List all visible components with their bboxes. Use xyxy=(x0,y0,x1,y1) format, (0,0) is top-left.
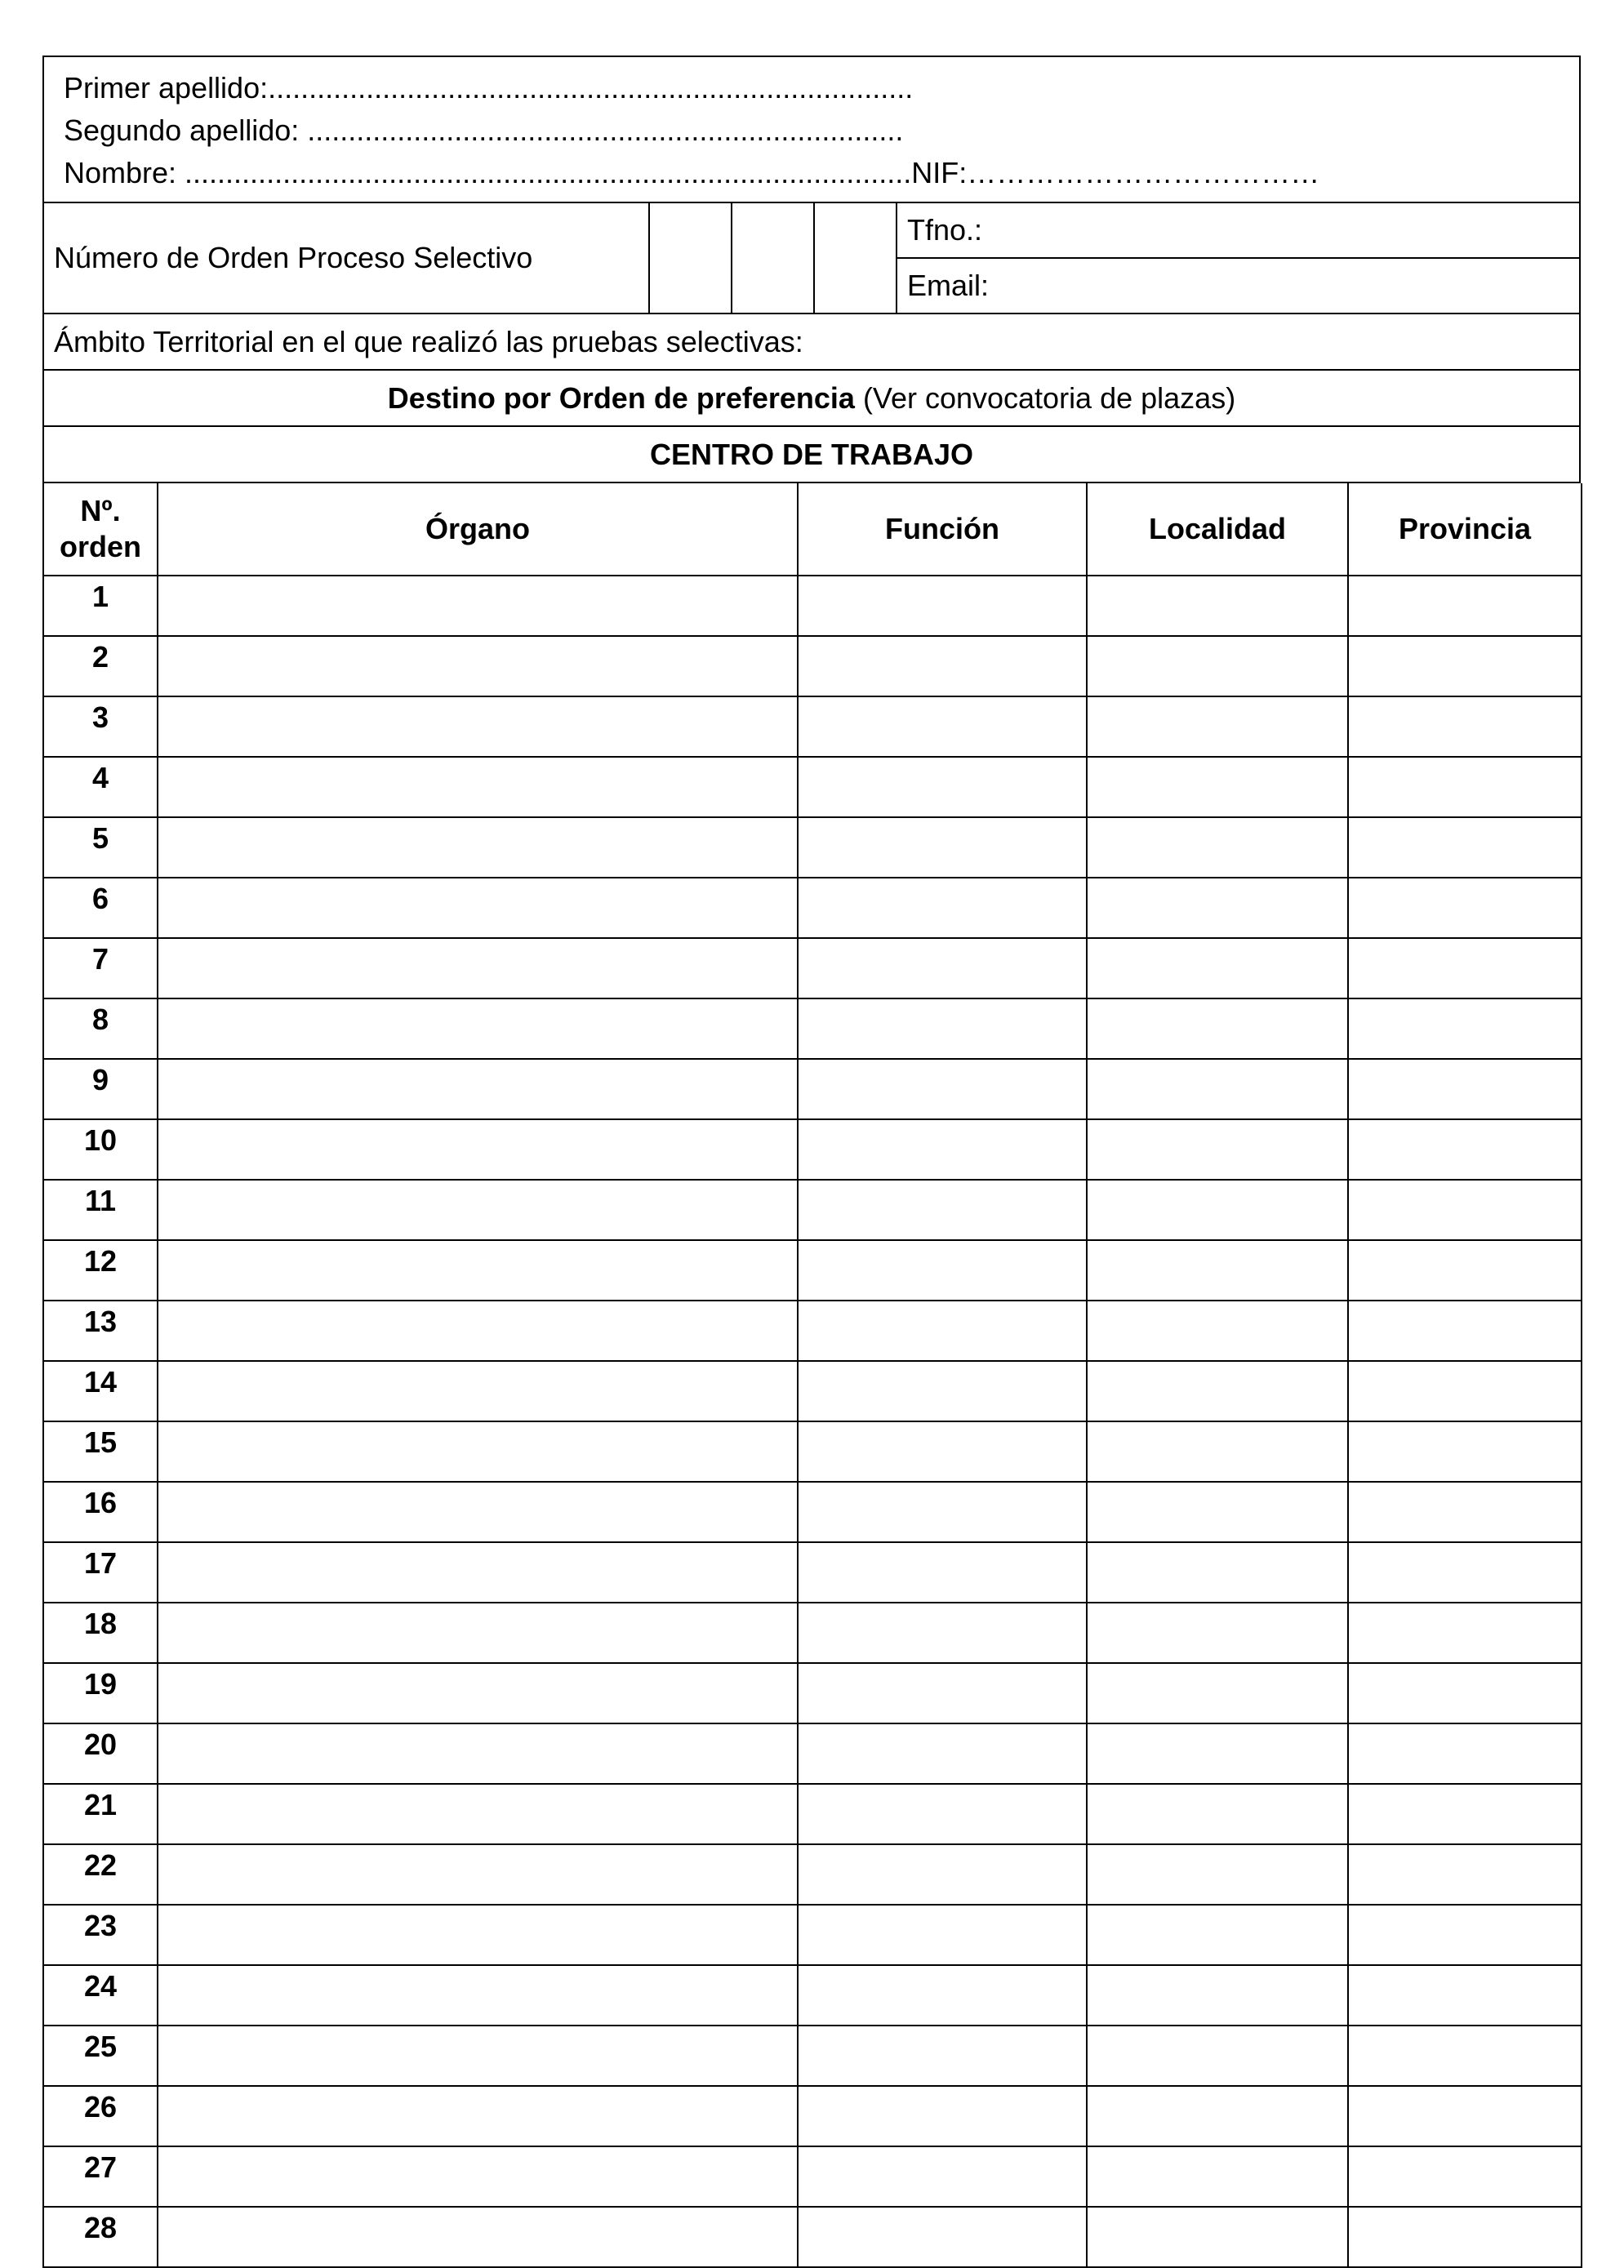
provincia-cell[interactable] xyxy=(1348,636,1582,696)
provincia-cell[interactable] xyxy=(1348,1784,1582,1844)
organo-cell[interactable] xyxy=(158,1482,798,1542)
organo-cell[interactable] xyxy=(158,878,798,938)
provincia-cell[interactable] xyxy=(1348,817,1582,878)
table-row xyxy=(43,1482,1582,1542)
table-row xyxy=(43,1784,1582,1844)
destino-heading-bold: Destino por Orden de preferencia xyxy=(387,380,855,415)
row-number: 16 xyxy=(43,1482,158,1542)
localidad-cell[interactable] xyxy=(1087,1784,1348,1844)
provincia-cell[interactable] xyxy=(1348,1119,1582,1180)
funcion-cell[interactable] xyxy=(798,696,1087,757)
provincia-cell[interactable] xyxy=(1348,998,1582,1059)
organo-cell[interactable] xyxy=(158,1603,798,1663)
order-number-label: Número de Orden Proceso Selectivo xyxy=(44,203,650,313)
localidad-cell[interactable] xyxy=(1087,878,1348,938)
organo-cell[interactable] xyxy=(158,938,798,998)
table-row xyxy=(43,1844,1582,1905)
organo-cell[interactable] xyxy=(158,1240,798,1301)
row-number: 11 xyxy=(43,1180,158,1240)
table-row xyxy=(43,2207,1582,2267)
provincia-cell[interactable] xyxy=(1348,1663,1582,1723)
table-row xyxy=(43,817,1582,878)
organo-cell[interactable] xyxy=(158,636,798,696)
destino-heading xyxy=(42,371,1581,427)
localidad-cell[interactable] xyxy=(1087,817,1348,878)
row-number: 5 xyxy=(43,817,158,878)
organo-cell[interactable] xyxy=(158,1180,798,1240)
table-row xyxy=(43,1301,1582,1361)
provincia-cell[interactable] xyxy=(1348,1482,1582,1542)
row-number: 28 xyxy=(43,2207,158,2267)
funcion-cell[interactable] xyxy=(798,1180,1087,1240)
table-row xyxy=(43,1240,1582,1301)
organo-cell[interactable] xyxy=(158,998,798,1059)
localidad-cell[interactable] xyxy=(1087,636,1348,696)
localidad-cell[interactable] xyxy=(1087,2086,1348,2146)
table-row xyxy=(43,2146,1582,2207)
table-row xyxy=(43,1965,1582,2026)
row-number: 15 xyxy=(43,1421,158,1482)
application-form xyxy=(42,56,1581,2268)
localidad-cell[interactable] xyxy=(1087,1180,1348,1240)
row-number: 18 xyxy=(43,1603,158,1663)
row-number: 3 xyxy=(43,696,158,757)
provincia-cell[interactable] xyxy=(1348,1240,1582,1301)
localidad-cell[interactable] xyxy=(1087,1542,1348,1603)
funcion-cell[interactable] xyxy=(798,2026,1087,2086)
row-number: 1 xyxy=(43,576,158,636)
table-row xyxy=(43,2086,1582,2146)
funcion-cell[interactable] xyxy=(798,1361,1087,1421)
funcion-cell[interactable] xyxy=(798,757,1087,817)
table-row xyxy=(43,1421,1582,1482)
organo-cell[interactable] xyxy=(158,1663,798,1723)
provincia-cell[interactable] xyxy=(1348,1180,1582,1240)
header-localidad: Localidad xyxy=(1087,483,1348,576)
organo-cell[interactable] xyxy=(158,1723,798,1784)
provincia-cell[interactable] xyxy=(1348,1361,1582,1421)
table-row xyxy=(43,757,1582,817)
row-number: 17 xyxy=(43,1542,158,1603)
localidad-cell[interactable] xyxy=(1087,757,1348,817)
row-number: 26 xyxy=(43,2086,158,2146)
funcion-cell[interactable] xyxy=(798,576,1087,636)
organo-cell[interactable] xyxy=(158,1119,798,1180)
funcion-cell[interactable] xyxy=(798,1119,1087,1180)
organo-cell[interactable] xyxy=(158,2086,798,2146)
row-number: 19 xyxy=(43,1663,158,1723)
organo-cell[interactable] xyxy=(158,1361,798,1421)
localidad-cell[interactable] xyxy=(1087,2146,1348,2207)
personal-data-section xyxy=(42,56,1581,203)
provincia-cell[interactable] xyxy=(1348,1723,1582,1784)
provincia-cell[interactable] xyxy=(1348,1965,1582,2026)
funcion-cell[interactable] xyxy=(798,817,1087,878)
funcion-cell[interactable] xyxy=(798,1723,1087,1784)
funcion-cell[interactable] xyxy=(798,1965,1087,2026)
table-row xyxy=(43,1119,1582,1180)
localidad-cell[interactable] xyxy=(1087,1240,1348,1301)
row-number: 9 xyxy=(43,1059,158,1119)
row-number: 4 xyxy=(43,757,158,817)
table-row xyxy=(43,938,1582,998)
table-header-row xyxy=(43,483,1582,576)
localidad-cell[interactable] xyxy=(1087,1301,1348,1361)
localidad-cell[interactable] xyxy=(1087,696,1348,757)
provincia-cell[interactable] xyxy=(1348,2026,1582,2086)
localidad-cell[interactable] xyxy=(1087,1965,1348,2026)
funcion-cell[interactable] xyxy=(798,1301,1087,1361)
row-number: 2 xyxy=(43,636,158,696)
funcion-cell[interactable] xyxy=(798,1542,1087,1603)
table-row xyxy=(43,1603,1582,1663)
destino-heading-note: (Ver convocatoria de plazas) xyxy=(854,380,1236,415)
localidad-cell[interactable] xyxy=(1087,938,1348,998)
table-row xyxy=(43,1361,1582,1421)
organo-cell[interactable] xyxy=(158,1301,798,1361)
provincia-cell[interactable] xyxy=(1348,1421,1582,1482)
funcion-cell[interactable] xyxy=(798,1482,1087,1542)
funcion-cell[interactable] xyxy=(798,1059,1087,1119)
table-body xyxy=(43,576,1582,2267)
provincia-cell[interactable] xyxy=(1348,696,1582,757)
table-row xyxy=(43,636,1582,696)
localidad-cell[interactable] xyxy=(1087,1421,1348,1482)
provincia-cell[interactable] xyxy=(1348,938,1582,998)
provincia-cell[interactable] xyxy=(1348,576,1582,636)
funcion-cell[interactable] xyxy=(798,2086,1087,2146)
row-number: 20 xyxy=(43,1723,158,1784)
row-number: 6 xyxy=(43,878,158,938)
row-number: 27 xyxy=(43,2146,158,2207)
localidad-cell[interactable] xyxy=(1087,2207,1348,2267)
primer-apellido-field[interactable]: Primer apellido:............................................................................... xyxy=(64,71,914,105)
order-digit-box-2[interactable] xyxy=(732,203,815,313)
organo-cell[interactable] xyxy=(158,1542,798,1603)
localidad-cell[interactable] xyxy=(1087,1361,1348,1421)
organo-cell[interactable] xyxy=(158,817,798,878)
funcion-cell[interactable] xyxy=(798,1844,1087,1905)
provincia-cell[interactable] xyxy=(1348,2146,1582,2207)
organo-cell[interactable] xyxy=(158,576,798,636)
funcion-cell[interactable] xyxy=(798,2146,1087,2207)
organo-cell[interactable] xyxy=(158,1844,798,1905)
organo-cell[interactable] xyxy=(158,757,798,817)
row-number: 21 xyxy=(43,1784,158,1844)
provincia-cell[interactable] xyxy=(1348,2086,1582,2146)
localidad-cell[interactable] xyxy=(1087,1663,1348,1723)
row-number: 23 xyxy=(43,1905,158,1965)
organo-cell[interactable] xyxy=(158,696,798,757)
provincia-cell[interactable] xyxy=(1348,1844,1582,1905)
table-row xyxy=(43,1905,1582,1965)
email-field[interactable]: Email: xyxy=(897,257,1579,313)
funcion-cell[interactable] xyxy=(798,2207,1087,2267)
table-row xyxy=(43,878,1582,938)
contact-fields xyxy=(897,203,1579,313)
localidad-cell[interactable] xyxy=(1087,1603,1348,1663)
funcion-cell[interactable] xyxy=(798,636,1087,696)
row-number: 22 xyxy=(43,1844,158,1905)
organo-cell[interactable] xyxy=(158,2207,798,2267)
localidad-cell[interactable] xyxy=(1087,1119,1348,1180)
nombre-nif-field[interactable]: Nombre: .........................................................................................NIF:……………………………… xyxy=(64,156,1320,189)
funcion-cell[interactable] xyxy=(798,998,1087,1059)
row-number: 13 xyxy=(43,1301,158,1361)
provincia-cell[interactable] xyxy=(1348,1905,1582,1965)
row-number: 25 xyxy=(43,2026,158,2086)
header-provincia: Provincia xyxy=(1348,483,1582,576)
table-row xyxy=(43,1180,1582,1240)
row-number: 8 xyxy=(43,998,158,1059)
organo-cell[interactable] xyxy=(158,1905,798,1965)
provincia-cell[interactable] xyxy=(1348,1301,1582,1361)
localidad-cell[interactable] xyxy=(1087,1723,1348,1784)
preferences-table xyxy=(42,483,1582,2268)
organo-cell[interactable] xyxy=(158,1784,798,1844)
provincia-cell[interactable] xyxy=(1348,1603,1582,1663)
organo-cell[interactable] xyxy=(158,2026,798,2086)
provincia-cell[interactable] xyxy=(1348,878,1582,938)
provincia-cell[interactable] xyxy=(1348,1059,1582,1119)
order-digit-box-3[interactable] xyxy=(815,203,897,313)
row-number: 24 xyxy=(43,1965,158,2026)
funcion-cell[interactable] xyxy=(798,1240,1087,1301)
funcion-cell[interactable] xyxy=(798,1603,1087,1663)
funcion-cell[interactable] xyxy=(798,1905,1087,1965)
ambito-territorial-field[interactable]: Ámbito Territorial en el que realizó las pruebas selectivas: xyxy=(42,314,1581,371)
organo-cell[interactable] xyxy=(158,1059,798,1119)
localidad-cell[interactable] xyxy=(1087,1844,1348,1905)
table-row xyxy=(43,1723,1582,1784)
table-row xyxy=(43,576,1582,636)
order-digit-box-1[interactable] xyxy=(650,203,732,313)
provincia-cell[interactable] xyxy=(1348,757,1582,817)
header-organo: Órgano xyxy=(158,483,798,576)
centro-trabajo-title: CENTRO DE TRABAJO xyxy=(42,427,1581,483)
row-number: 14 xyxy=(43,1361,158,1421)
organo-cell[interactable] xyxy=(158,1421,798,1482)
table-row xyxy=(43,1542,1582,1603)
organo-cell[interactable] xyxy=(158,1965,798,2026)
provincia-cell[interactable] xyxy=(1348,2207,1582,2267)
row-number: 7 xyxy=(43,938,158,998)
segundo-apellido-field[interactable]: Segundo apellido: ......................................................................... xyxy=(64,113,904,147)
organo-cell[interactable] xyxy=(158,2146,798,2207)
order-number-row xyxy=(42,203,1581,314)
localidad-cell[interactable] xyxy=(1087,1482,1348,1542)
funcion-cell[interactable] xyxy=(798,1663,1087,1723)
funcion-cell[interactable] xyxy=(798,1421,1087,1482)
row-number: 10 xyxy=(43,1119,158,1180)
table-row xyxy=(43,1059,1582,1119)
table-row xyxy=(43,2026,1582,2086)
localidad-cell[interactable] xyxy=(1087,1059,1348,1119)
header-num-line2: orden xyxy=(59,530,141,563)
localidad-cell[interactable] xyxy=(1087,998,1348,1059)
header-num-orden xyxy=(43,483,158,576)
table-row xyxy=(43,998,1582,1059)
localidad-cell[interactable] xyxy=(1087,576,1348,636)
phone-field[interactable]: Tfno.: xyxy=(907,213,983,247)
localidad-cell[interactable] xyxy=(1087,2026,1348,2086)
table-row xyxy=(43,1663,1582,1723)
table-row xyxy=(43,696,1582,757)
header-funcion: Función xyxy=(798,483,1087,576)
funcion-cell[interactable] xyxy=(798,878,1087,938)
localidad-cell[interactable] xyxy=(1087,1905,1348,1965)
provincia-cell[interactable] xyxy=(1348,1542,1582,1603)
funcion-cell[interactable] xyxy=(798,938,1087,998)
funcion-cell[interactable] xyxy=(798,1784,1087,1844)
header-num-line1: Nº. xyxy=(80,494,121,527)
row-number: 12 xyxy=(43,1240,158,1301)
